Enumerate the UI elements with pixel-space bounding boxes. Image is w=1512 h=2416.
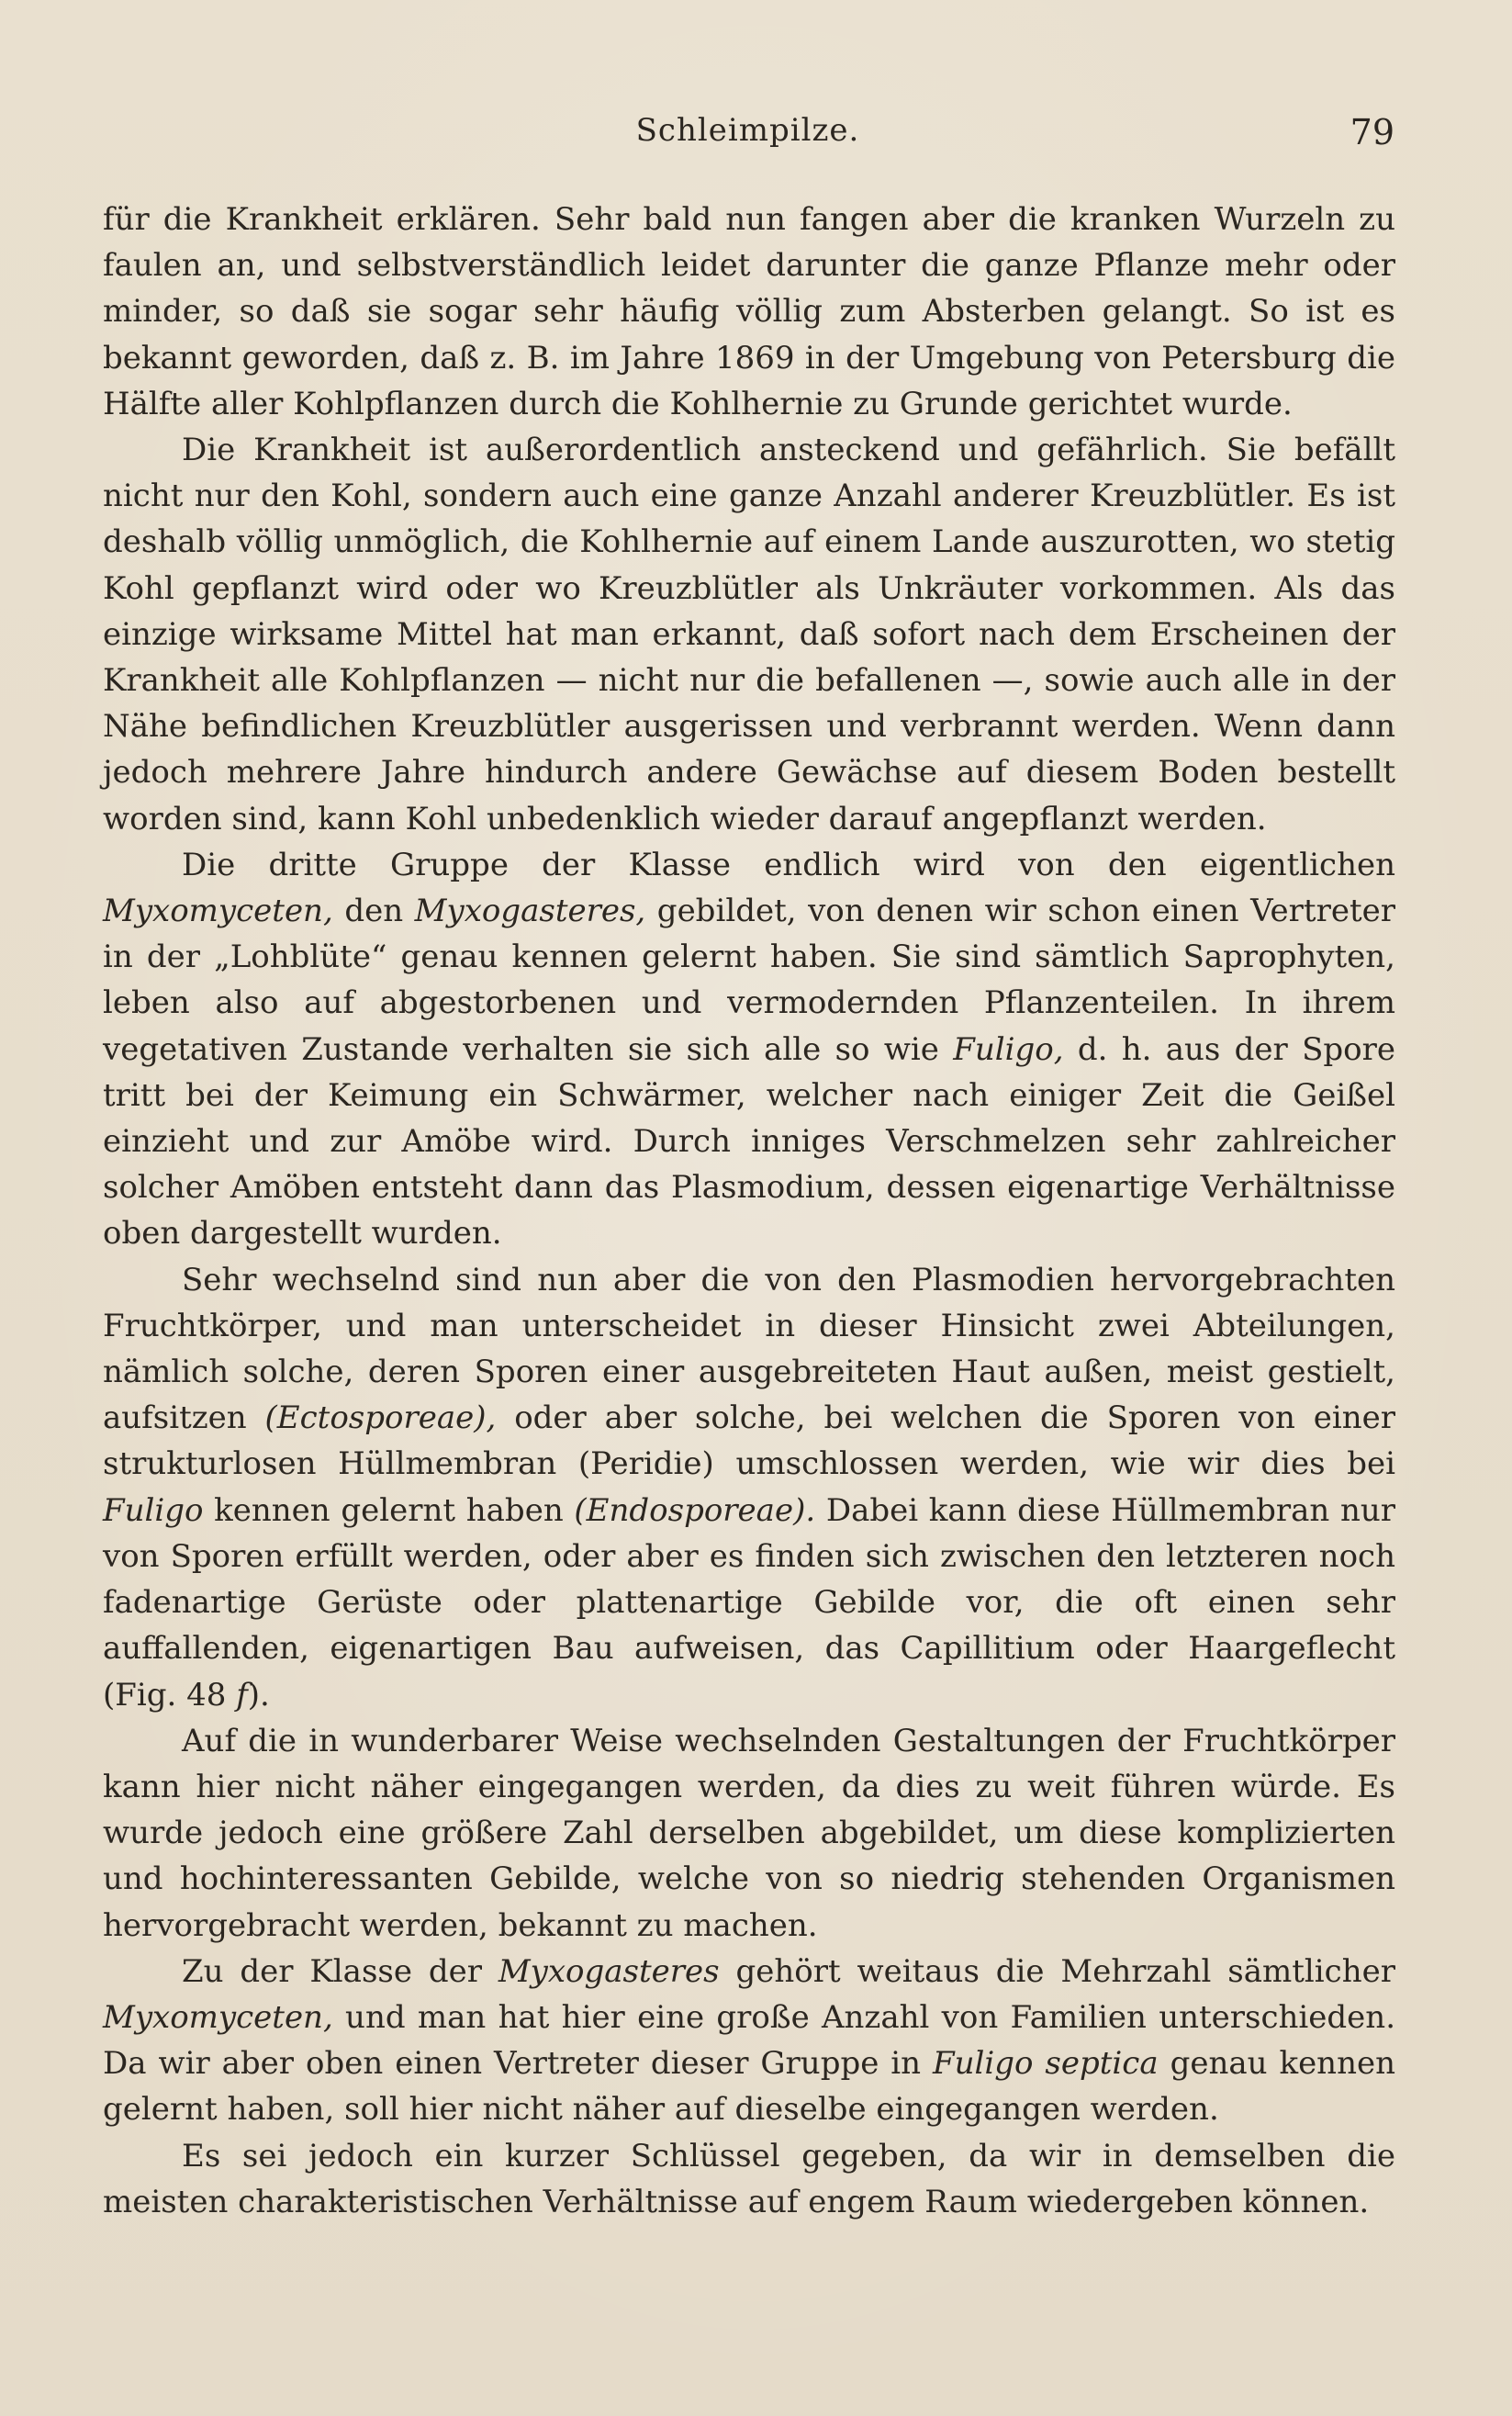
page-number: 79 — [1350, 112, 1394, 152]
text-run: und man hat hier eine große Anzahl von Familien unterschieden. Da wir aber oben einen Vertreter dieser Gruppe in — [103, 1998, 1395, 2083]
paragraph — [103, 427, 1395, 842]
paragraph — [103, 1257, 1395, 1718]
page-header — [101, 103, 1394, 158]
text-run: Die Krankheit ist außerordentlich ansteckend und gefährlich. Sie befällt nicht nur den Kohl, sondern auch eine ganze Anzahl anderer Kreuzblütler. Es ist deshalb völlig unmöglich, die Kohlhernie auf einem Lande auszurotten, wo stetig Kohl gepflanzt wird oder wo Kreuzblütler als Unkräuter vorkommen. Als das einzige wirksame Mittel hat man erkannt, daß sofort nach dem Erscheinen der Krankheit alle Kohlpflanzen — nicht nur die befallenen —, sowie auch alle in der Nähe befindlichen Kreuzblütler ausgerissen und verbrannt werden. Wenn dann jedoch mehrere Jahre hindurch andere Gewächse auf diesem Boden bestellt worden sind, kann Kohl unbedenklich wieder darauf angepflanzt werden. — [103, 432, 1395, 837]
taxon-name: Fuligo, — [953, 1030, 1064, 1068]
paragraph — [103, 1949, 1395, 2133]
taxon-name: Myxogasteres — [498, 1952, 720, 1990]
text-run: ). — [247, 1676, 270, 1714]
text-run: Auf die in wunderbarer Weise wechselnden Gestaltungen der Fruchtkörper kann hier nicht näher eingegangen werden, da dies zu weit führen würde. Es wurde jedoch eine größere Zahl derselben abgebildet, um diese komplizierten und hochinteressanten Gebilde, welche von so niedrig stehenden Organismen hervorgebracht werden, bekannt zu machen. — [103, 1722, 1395, 1944]
taxon-name: (Endosporeae). — [574, 1491, 816, 1529]
text-run: genau kennen gelernt haben, soll hier nicht näher auf dieselbe eingegangen werden. — [103, 2045, 1395, 2129]
paragraph — [103, 1718, 1395, 1949]
text-run: Es sei jedoch ein kurzer Schlüssel gegeben, da wir in demselben die meisten charakteristischen Verhältnisse auf engem Raum wiedergeben können. — [103, 2137, 1395, 2220]
text-run: Dabei kann diese Hüllmembran nur von Sporen erfüllt werden, oder aber es finden sich zwischen den letzteren noch fadenartige Gerüste oder plattenartige Gebilde vor, die oft einen sehr auffallenden, eigenartigen Bau aufweisen, das Capillitium oder Haargeflecht (Fig. 48 — [103, 1491, 1395, 1714]
taxon-name: (Ectosporeae), — [264, 1399, 497, 1437]
taxon-name: Fuligo septica — [933, 2045, 1159, 2083]
text-run: gebildet, von denen wir schon einen Vertreter in der „Lohblüte“ genau kennen gelernt haben. Sie sind sämtlich Saprophyten, leben also auf abgestorbenen und vermodernden Pflanzenteilen. In ihrem vegetativen Zustande verhalten sie sich alle so wie — [103, 893, 1396, 1068]
body-text — [103, 197, 1395, 2225]
running-head: Schleimpilze. — [635, 112, 860, 149]
taxon-name: Fuligo — [103, 1491, 204, 1529]
text-run: d. h. aus der Spore tritt bei der Keimung ein Schwärmer, welcher nach einiger Zeit die Geißel einzieht und zur Amöbe wird. Durch inniges Verschmelzen sehr zahlreicher solcher Amöben entsteht dann das Plasmodium, dessen eigenartige Verhältnisse oben dargestellt wurden. — [103, 1030, 1395, 1253]
text-run: kennen gelernt haben — [203, 1491, 575, 1529]
paragraph — [103, 197, 1395, 427]
paragraph — [103, 2133, 1395, 2225]
text-run: Sehr wechselnd sind nun aber die von den Plasmodien hervorgebrachten Fruchtkörper, und man unterscheidet in dieser Hinsicht zwei Abteilungen, nämlich solche, deren Sporen einer ausgebreiteten Haut außen, meist gestielt, aufsitzen — [103, 1261, 1395, 1437]
text-run: oder aber solche, bei welchen die Sporen von einer strukturlosen Hüllmembran (Peridie) umschlossen werden, wie wir dies bei — [103, 1399, 1395, 1483]
text-run: für die Krankheit erklären. Sehr bald nun fangen aber die kranken Wurzeln zu faulen an, und selbstverständlich leidet darunter die ganze Pflanze mehr oder minder, so daß sie sogar sehr häufig völlig zum Absterben gelangt. So ist es bekannt geworden, daß z. B. im Jahre 1869 in der Umgebung von Petersburg die Hälfte aller Kohlpflanzen durch die Kohlhernie zu Grunde gerichtet wurde. — [103, 201, 1395, 422]
text-run: den — [332, 893, 415, 930]
taxon-name: Myxomyceten, — [103, 893, 333, 930]
text-run: Zu der Klasse der — [182, 1952, 498, 1990]
text-run: Die dritte Gruppe der Klasse endlich wird von den eigentlichen — [182, 846, 1395, 883]
taxon-name: Myxogasteres, — [414, 893, 646, 930]
taxon-name: Myxomyceten, — [103, 1998, 333, 2036]
figure-reference-letter: f — [236, 1676, 248, 1714]
text-run: gehört weitaus die Mehrzahl sämtlicher — [719, 1952, 1395, 1990]
paragraph — [103, 842, 1395, 1257]
